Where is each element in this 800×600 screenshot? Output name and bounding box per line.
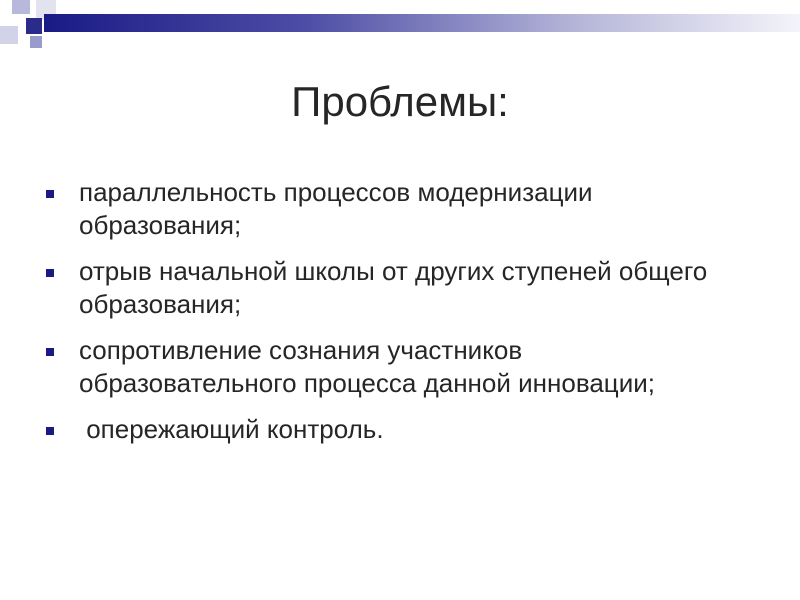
decorative-square xyxy=(12,0,30,14)
square-bullet-icon xyxy=(46,348,54,356)
decorative-square xyxy=(30,36,42,48)
slide-title: Проблемы: xyxy=(291,78,509,125)
bullet-item xyxy=(44,413,744,446)
bullet-text: опережающий контроль. xyxy=(79,414,384,444)
bullet-list xyxy=(44,176,744,459)
bullet-text: сопротивление сознания участников образовательного процесса данной инновации; xyxy=(79,335,655,398)
decorative-square xyxy=(0,26,18,44)
square-bullet-icon xyxy=(46,427,54,435)
decorative-square xyxy=(26,18,42,34)
square-bullet-icon xyxy=(46,190,54,198)
bullet-text: отрыв начальной школы от других ступеней общего образования; xyxy=(79,256,708,319)
bullet-item xyxy=(44,255,744,321)
bullet-item xyxy=(44,334,744,400)
square-bullet-icon xyxy=(46,269,54,277)
bullet-item xyxy=(44,176,744,242)
bullet-text: параллельность процессов модернизации образования; xyxy=(79,177,593,240)
header-gradient-band xyxy=(44,14,800,32)
